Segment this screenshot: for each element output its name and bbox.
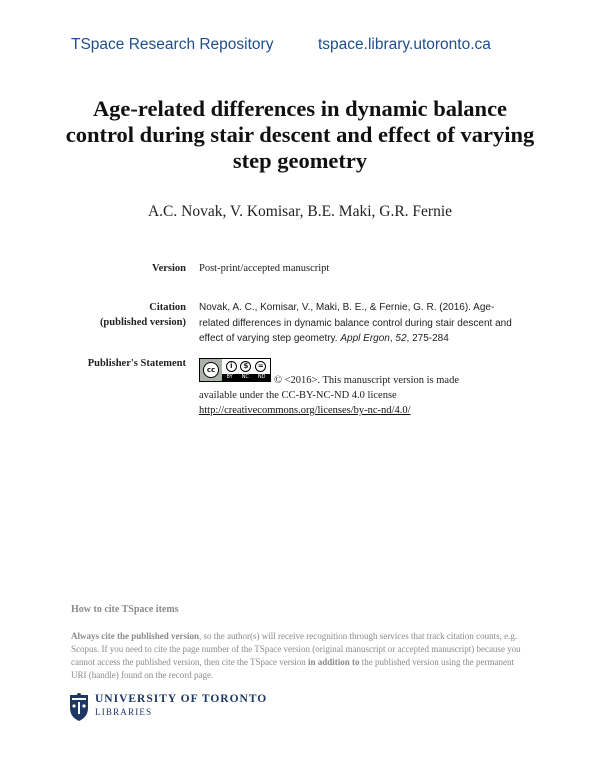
- cc-license-badge[interactable]: [199, 358, 271, 382]
- repository-name: TSpace Research Repository: [71, 36, 274, 53]
- repository-url[interactable]: tspace.library.utoronto.ca: [318, 36, 491, 53]
- uoft-name: UNIVERSITY OF TORONTO: [95, 693, 268, 705]
- statement-line1: © <2016>. This manuscript version is made: [274, 375, 459, 386]
- uoft-crest-icon: [68, 692, 90, 722]
- citation-pages: , 275-284: [406, 333, 449, 344]
- citation-journal: Appl Ergon: [340, 333, 390, 344]
- cc-logo-icon: cc: [203, 362, 219, 378]
- cc-term-nc: NC: [241, 374, 249, 380]
- citation-label-line1: Citation: [149, 302, 186, 313]
- cc-noderivatives-icon: =: [255, 361, 266, 372]
- cc-noncommercial-icon: $: [240, 361, 251, 372]
- citation-text: [199, 300, 519, 347]
- cc-attribution-icon: i: [226, 361, 237, 372]
- citation-body: Novak, A. C., Komisar, V., Maki, B. E., & Fernie, G. R. (2016). Age-related differences in dynamic balance control during stair descent and effect of varying step geometry.: [199, 302, 512, 344]
- cite-text-2: the published version using the permanent URI (handle) found on the record page.: [71, 657, 515, 680]
- uoft-libraries: LIBRARIES: [95, 707, 153, 717]
- how-to-cite-heading: How to cite TSpace items: [71, 604, 179, 615]
- cite-bold-1: Always cite the published version: [71, 631, 200, 641]
- cc-term-by: BY: [226, 374, 233, 380]
- uoft-libraries-logo: [68, 692, 267, 722]
- cc-term-nd: ND: [257, 374, 266, 380]
- citation-sep: ,: [389, 333, 396, 344]
- citation-label: [100, 300, 186, 330]
- publisher-statement-label: Publisher's Statement: [87, 358, 186, 369]
- cite-text-1: , so the author(s) will receive recognition through services that track citation counts, e.g. Scopus. If you need to cite the page number of the TSpace version (original manuscript or accepted manuscript) because you cannot access the published version, then cite the TSpace version: [71, 631, 521, 667]
- statement-text: [199, 388, 519, 418]
- citation-label-line2: (published version): [99, 317, 186, 328]
- how-to-cite-text: [71, 630, 531, 682]
- cite-bold-2: in addition to: [308, 657, 360, 667]
- author-list: A.C. Novak, V. Komisar, B.E. Maki, G.R. Fernie: [147, 203, 453, 220]
- citation-volume: 52: [395, 333, 407, 344]
- paper-title: Age-related differences in dynamic balance control during stair descent and effect of varying step geometry: [65, 96, 535, 173]
- version-label: Version: [151, 263, 186, 274]
- license-link[interactable]: http://creativecommons.org/licenses/by-nc-nd/4.0/: [199, 405, 411, 416]
- version-value: Post-print/accepted manuscript: [199, 263, 330, 274]
- statement-line2: available under the CC-BY-NC-ND 4.0 license: [199, 390, 397, 401]
